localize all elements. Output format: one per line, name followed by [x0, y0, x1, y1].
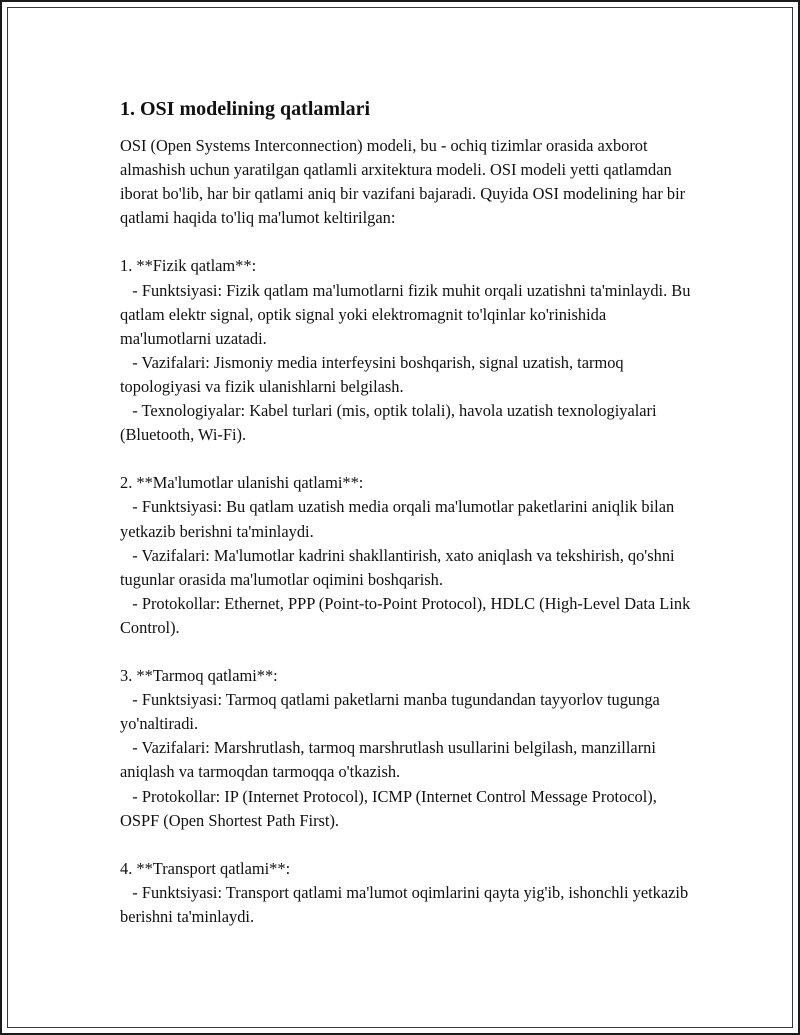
section-spacer	[120, 447, 692, 471]
section-line: - Funktsiyasi: Transport qatlami ma'lumot oqimlarini qayta yig'ib, ishonchli yetkazib berishni ta'minlaydi.	[120, 882, 693, 926]
section-heading: 4. **Transport qatlami**:	[120, 858, 291, 878]
section-line: - Funktsiyasi: Tarmoq qatlami paketlarni manba tugundandan tayyorlov tugunga yo'naltiradi.	[120, 690, 664, 734]
section-line: - Vazifalari: Jismoniy media interfeysini boshqarish, signal uzatish, tarmoq topologiyasi va fizik ulanishlarni belgilash.	[120, 352, 628, 396]
section-spacer	[120, 230, 692, 254]
section-spacer	[120, 833, 692, 857]
section-line: - Vazifalari: Ma'lumotlar kadrini shakllantirish, xato aniqlash va tekshirish, qo'shni tugunlar orasida ma'lumotlar oqimini boshqarish.	[120, 545, 679, 589]
section-heading: 2. **Ma'lumotlar ulanishi qatlami**:	[120, 473, 364, 493]
section-heading: 3. **Tarmoq qatlami**:	[120, 666, 278, 686]
document-content	[120, 96, 695, 929]
section-line: - Protokollar: Ethernet, PPP (Point-to-Point Protocol), HDLC (High-Level Data Link Control).	[120, 593, 695, 637]
section-spacer	[120, 640, 692, 664]
section-line: - Vazifalari: Marshrutlash, tarmoq marshrutlash usullarini belgilash, manzillarni aniqlash va tarmoqdan tarmoqqa o'tkazish.	[120, 738, 661, 782]
section-heading: 1. **Fizik qatlam**:	[120, 256, 257, 276]
section-line: - Protokollar: IP (Internet Protocol), ICMP (Internet Control Message Protocol), OSPF (Open Shortest Path First).	[120, 786, 661, 830]
section-line: - Texnologiyalar: Kabel turlari (mis, optik tolali), havola uzatish texnologiyalari (Bluetooth, Wi-Fi).	[120, 401, 661, 445]
section-line: - Funktsiyasi: Fizik qatlam ma'lumotlarni fizik muhit orqali uzatishni ta'minlaydi. Bu qatlam elektr signal, optik signal yoki elektromagnit to'lqinlar ko'rinishida ma'lumotlarni uzatadi.	[120, 280, 695, 348]
document-title: 1. OSI modelining qatlamlari	[120, 98, 371, 120]
section-line: - Funktsiyasi: Bu qatlam uzatish media orqali ma'lumotlar paketlarini aniqlik bilan yetkazib berishni ta'minlaydi.	[120, 497, 679, 541]
intro-paragraph: OSI (Open Systems Interconnection) modeli, bu - ochiq tizimlar orasida axborot almashish uchun yaratilgan qatlamli arxitektura modeli. OSI modeli yetti qatlamdan iborat bo'lib, har bir qatlami aniq bir vazifani bajaradi. Quyida OSI modelining har bir qatlami haqida to'liq ma'lumot keltirilgan:	[120, 136, 690, 228]
